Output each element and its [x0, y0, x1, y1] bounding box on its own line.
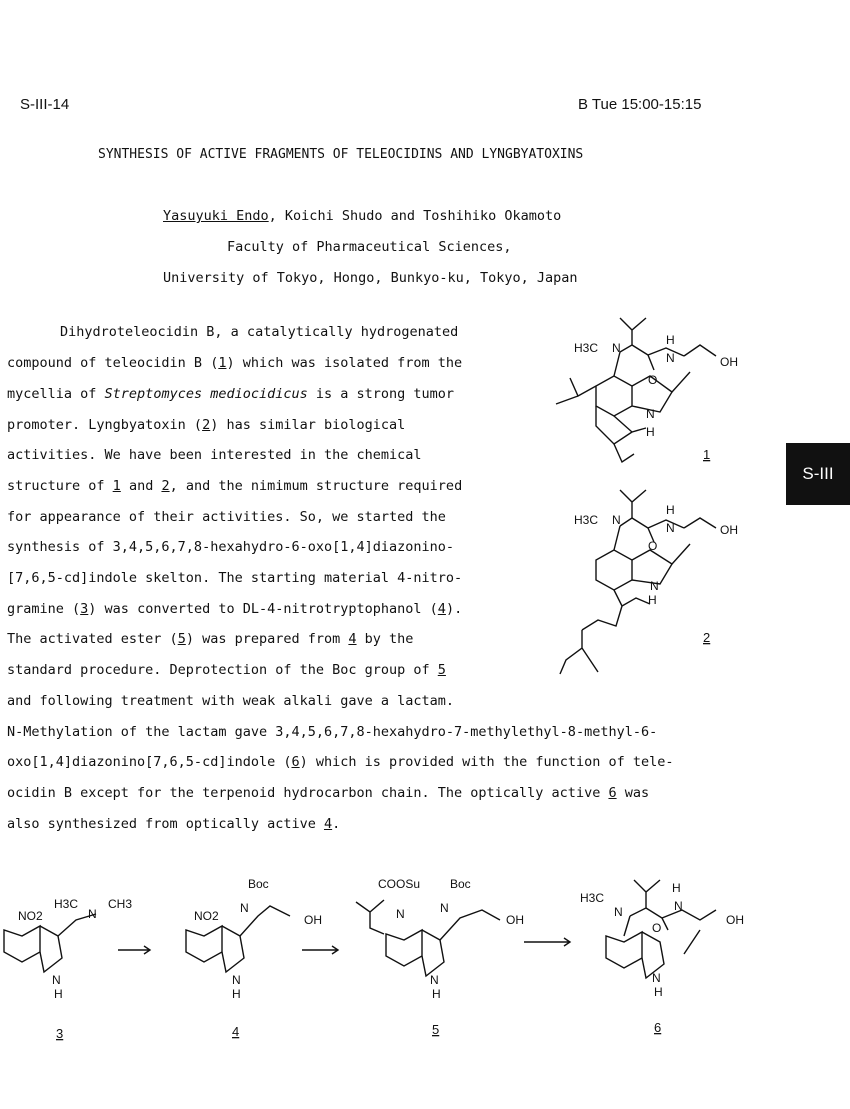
boc-label: Boc — [248, 877, 269, 891]
n-label: N — [666, 521, 675, 535]
oh-label: OH — [506, 913, 524, 927]
oh-label: OH — [304, 913, 322, 927]
h-label: H — [432, 987, 441, 1001]
session-code: S-III-14 — [20, 96, 70, 113]
compound-3-label: 3 — [56, 1026, 64, 1041]
n-label: N — [652, 971, 661, 985]
body-line: oxo[1,4]diazonino[7,6,5-cd]indole (6) which is provided with the function of tele- — [7, 754, 674, 770]
no2-label: NO2 — [194, 909, 219, 923]
session-schedule: B Tue 15:00-15:15 — [578, 96, 702, 113]
presenting-author: Yasuyuki Endo — [163, 208, 269, 224]
n-label: N — [612, 513, 621, 527]
body-line: and following treatment with weak alkali gave a lactam. — [7, 693, 455, 709]
n-label: N — [674, 899, 683, 913]
ch3-label: CH3 — [108, 897, 133, 911]
h-label: H — [666, 333, 675, 347]
h-label: H — [666, 503, 675, 517]
compound-4-label: 4 — [232, 1024, 240, 1039]
body-line: The activated ester (5) was prepared from 4 by the — [7, 631, 414, 647]
coosu-label: COOSu — [378, 877, 421, 891]
paper-title: SYNTHESIS OF ACTIVE FRAGMENTS OF TELEOCIDINS AND LYNGBYATOXINS — [98, 147, 584, 162]
body-line: synthesis of 3,4,5,6,7,8-hexahydro-6-oxo[1,4]diazonino- — [7, 539, 455, 555]
body-line: standard procedure. Deprotection of the Boc group of 5 — [7, 662, 446, 678]
oh-label: OH — [720, 523, 738, 537]
h-label: H — [232, 987, 241, 1001]
structure-compound-1 — [556, 318, 716, 462]
n-label: N — [650, 579, 659, 593]
h-label: H — [54, 987, 63, 1001]
body-line: [7,6,5-cd]indole skelton. The starting material 4-nitro- — [7, 570, 463, 586]
body-line: structure of 1 and 2, and the nimimum structure required — [7, 478, 463, 494]
n-label: N — [430, 973, 439, 987]
body-line: compound of teleocidin B (1) which was isolated from the — [7, 355, 463, 371]
n-label: N — [614, 905, 623, 919]
compound-5-label: 5 — [432, 1022, 440, 1037]
n-label: N — [232, 973, 241, 987]
section-tab: S-III — [786, 443, 850, 505]
body-line: activities. We have been interested in the chemical — [7, 447, 422, 463]
o-label: O — [648, 539, 658, 553]
body-line: N-Methylation of the lactam gave 3,4,5,6,7,8-hexahydro-7-methylethyl-8-methyl-6- — [7, 724, 658, 740]
o-label: O — [648, 373, 658, 387]
oh-label: OH — [726, 913, 744, 927]
h-label: H — [672, 881, 681, 895]
boc-label: Boc — [450, 877, 471, 891]
structure-compound-5 — [356, 900, 570, 976]
affiliation-line-2: University of Tokyo, Hongo, Bunkyo-ku, Tokyo, Japan — [163, 270, 578, 286]
n-label: N — [52, 973, 61, 987]
body-line: ocidin B except for the terpenoid hydrocarbon chain. The optically active 6 was — [7, 785, 650, 801]
h-label: H — [648, 593, 657, 607]
compound-6-label: 6 — [654, 1020, 662, 1035]
n-label: N — [240, 901, 249, 915]
o-label: O — [652, 921, 662, 935]
body-line: gramine (3) was converted to DL-4-nitrotryptophanol (4). — [7, 601, 463, 617]
body-line: mycellia of Streptomyces mediocidicus is a strong tumor — [7, 386, 455, 402]
compound-1-label: 1 — [703, 447, 711, 462]
n-label: N — [666, 351, 675, 365]
co-authors: , Koichi Shudo and Toshihiko Okamoto — [268, 208, 562, 224]
h3c-label: H3C — [574, 341, 599, 355]
affiliation-line-1: Faculty of Pharmaceutical Sciences, — [227, 239, 512, 255]
h3c-label: H3C — [580, 891, 605, 905]
n-label: N — [88, 907, 97, 921]
h3c-label: H3C — [574, 513, 599, 527]
body-line: for appearance of their activities. So, we started the — [7, 509, 446, 525]
n-label: N — [646, 407, 655, 421]
body-line: promoter. Lyngbyatoxin (2) has similar biological — [7, 417, 406, 433]
body-line: Dihydroteleocidin B, a catalytically hydrogenated — [60, 324, 459, 340]
compound-2-label: 2 — [703, 630, 711, 645]
h-label: H — [654, 985, 663, 999]
n-label: N — [440, 901, 449, 915]
h3c-label: H3C — [54, 897, 79, 911]
no2-label: NO2 — [18, 909, 43, 923]
n-label: N — [396, 907, 405, 921]
body-line: also synthesized from optically active 4. — [7, 816, 341, 832]
n-label: N — [612, 341, 621, 355]
h-label: H — [646, 425, 655, 439]
oh-label: OH — [720, 355, 738, 369]
